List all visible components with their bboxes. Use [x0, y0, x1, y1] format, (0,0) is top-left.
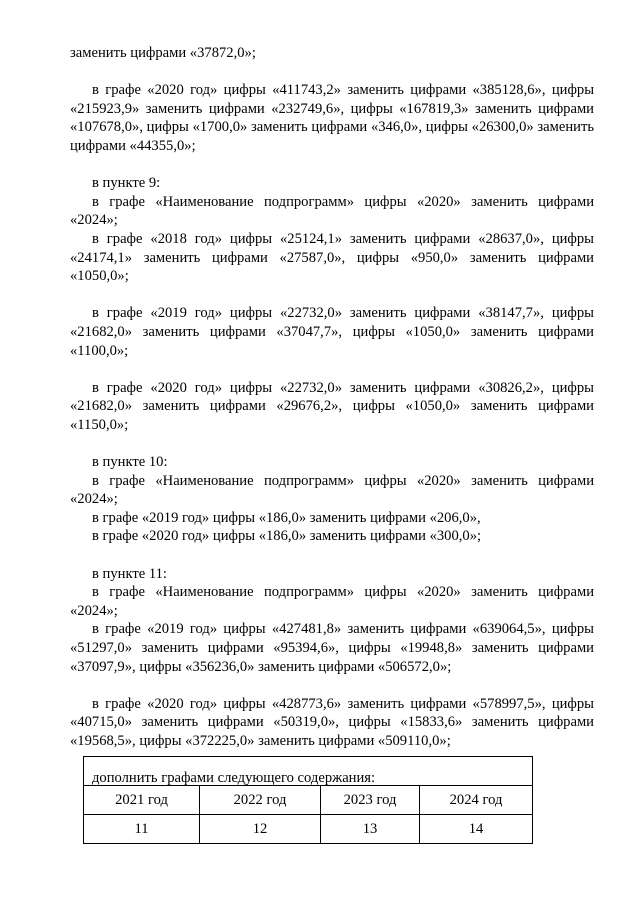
table-years-row — [84, 786, 533, 815]
paragraph-spacer — [70, 63, 594, 82]
paragraph-spacer — [70, 360, 594, 379]
paragraph: в пункте 9: — [92, 175, 161, 192]
paragraph-spacer — [70, 676, 594, 695]
paragraph: в графе «2020 год» цифры «186,0» заменить цифрами «300,0»; — [92, 528, 482, 545]
table-number-cell: 12 — [200, 815, 321, 844]
paragraph: в графе «Наименование подпрограмм» цифры «2020» заменить цифрами «2024»; — [70, 584, 594, 619]
paragraph-spacer — [70, 156, 594, 175]
table-year-cell: 2022 год — [200, 786, 321, 815]
paragraph-spacer — [70, 286, 594, 305]
table-blank-cell — [84, 757, 533, 786]
paragraph: в пункте 10: — [92, 454, 168, 471]
table-header-row — [84, 757, 533, 786]
paragraph: в графе «2019 год» цифры «427481,8» заменить цифрами «639064,5», цифры «51297,0» заменить цифрами «95394,6», цифры «19948,8» заменить цифрами «37097,9», цифры «356236,0» заменить цифрами «506572,0»; — [70, 621, 594, 675]
table-numbers-row — [84, 815, 533, 844]
paragraph: в графе «2020 год» цифры «411743,2» заменить цифрами «385128,6», цифры «215923,9» заменить цифрами «232749,6», цифры «167819,3» заменить цифрами «107678,0», цифры «1700,0» заменить цифрами «346,0», цифры «26300,0» заменить цифрами «44355,0»; — [70, 82, 594, 154]
paragraph-spacer — [70, 546, 594, 565]
table-number-cell: 13 — [321, 815, 420, 844]
table-year-cell: 2023 год — [321, 786, 420, 815]
paragraph: в графе «2020 год» цифры «428773,6» заменить цифрами «578997,5», цифры «40715,0» заменить цифрами «50319,0», цифры «15833,6» заменить цифрами «19568,5», цифры «372225,0» заменить цифрами «509110,0»; — [70, 695, 594, 749]
document-body — [70, 44, 594, 788]
table-year-cell: 2021 год — [84, 786, 200, 815]
paragraph: в графе «2020 год» цифры «22732,0» заменить цифрами «30826,2», цифры «21682,0» заменить цифрами «29676,2», цифры «1050,0» заменить цифрами «1150,0»; — [70, 379, 594, 433]
table-number-cell: 11 — [84, 815, 200, 844]
paragraph: в графе «2018 год» цифры «25124,1» заменить цифрами «28637,0», цифры «24174,1» заменить цифрами «27587,0», цифры «950,0» заменить цифрами «1050,0»; — [70, 230, 594, 285]
paragraph: в графе «2019 год» цифры «22732,0» заменить цифрами «38147,7», цифры «21682,0» заменить цифрами «37047,7», цифры «1050,0» заменить цифрами «1100,0»; — [70, 305, 594, 359]
table-number-cell: 14 — [420, 815, 533, 844]
table-year-cell: 2024 год — [420, 786, 533, 815]
paragraph: в пункте 11: — [92, 565, 167, 582]
paragraph-spacer — [70, 434, 594, 453]
paragraph: в графе «Наименование подпрограмм» цифры «2020» заменить цифрами «2024»; — [70, 472, 594, 508]
paragraph: в графе «2019 год» цифры «186,0» заменить цифрами «206,0», — [92, 509, 481, 526]
paragraph: в графе «Наименование подпрограмм» цифры «2020» заменить цифрами «2024»; — [70, 193, 594, 229]
paragraph: дополнить графами следующего содержания: — [92, 770, 376, 787]
columns-table — [83, 756, 533, 844]
paragraph: заменить цифрами «37872,0»; — [70, 45, 256, 61]
